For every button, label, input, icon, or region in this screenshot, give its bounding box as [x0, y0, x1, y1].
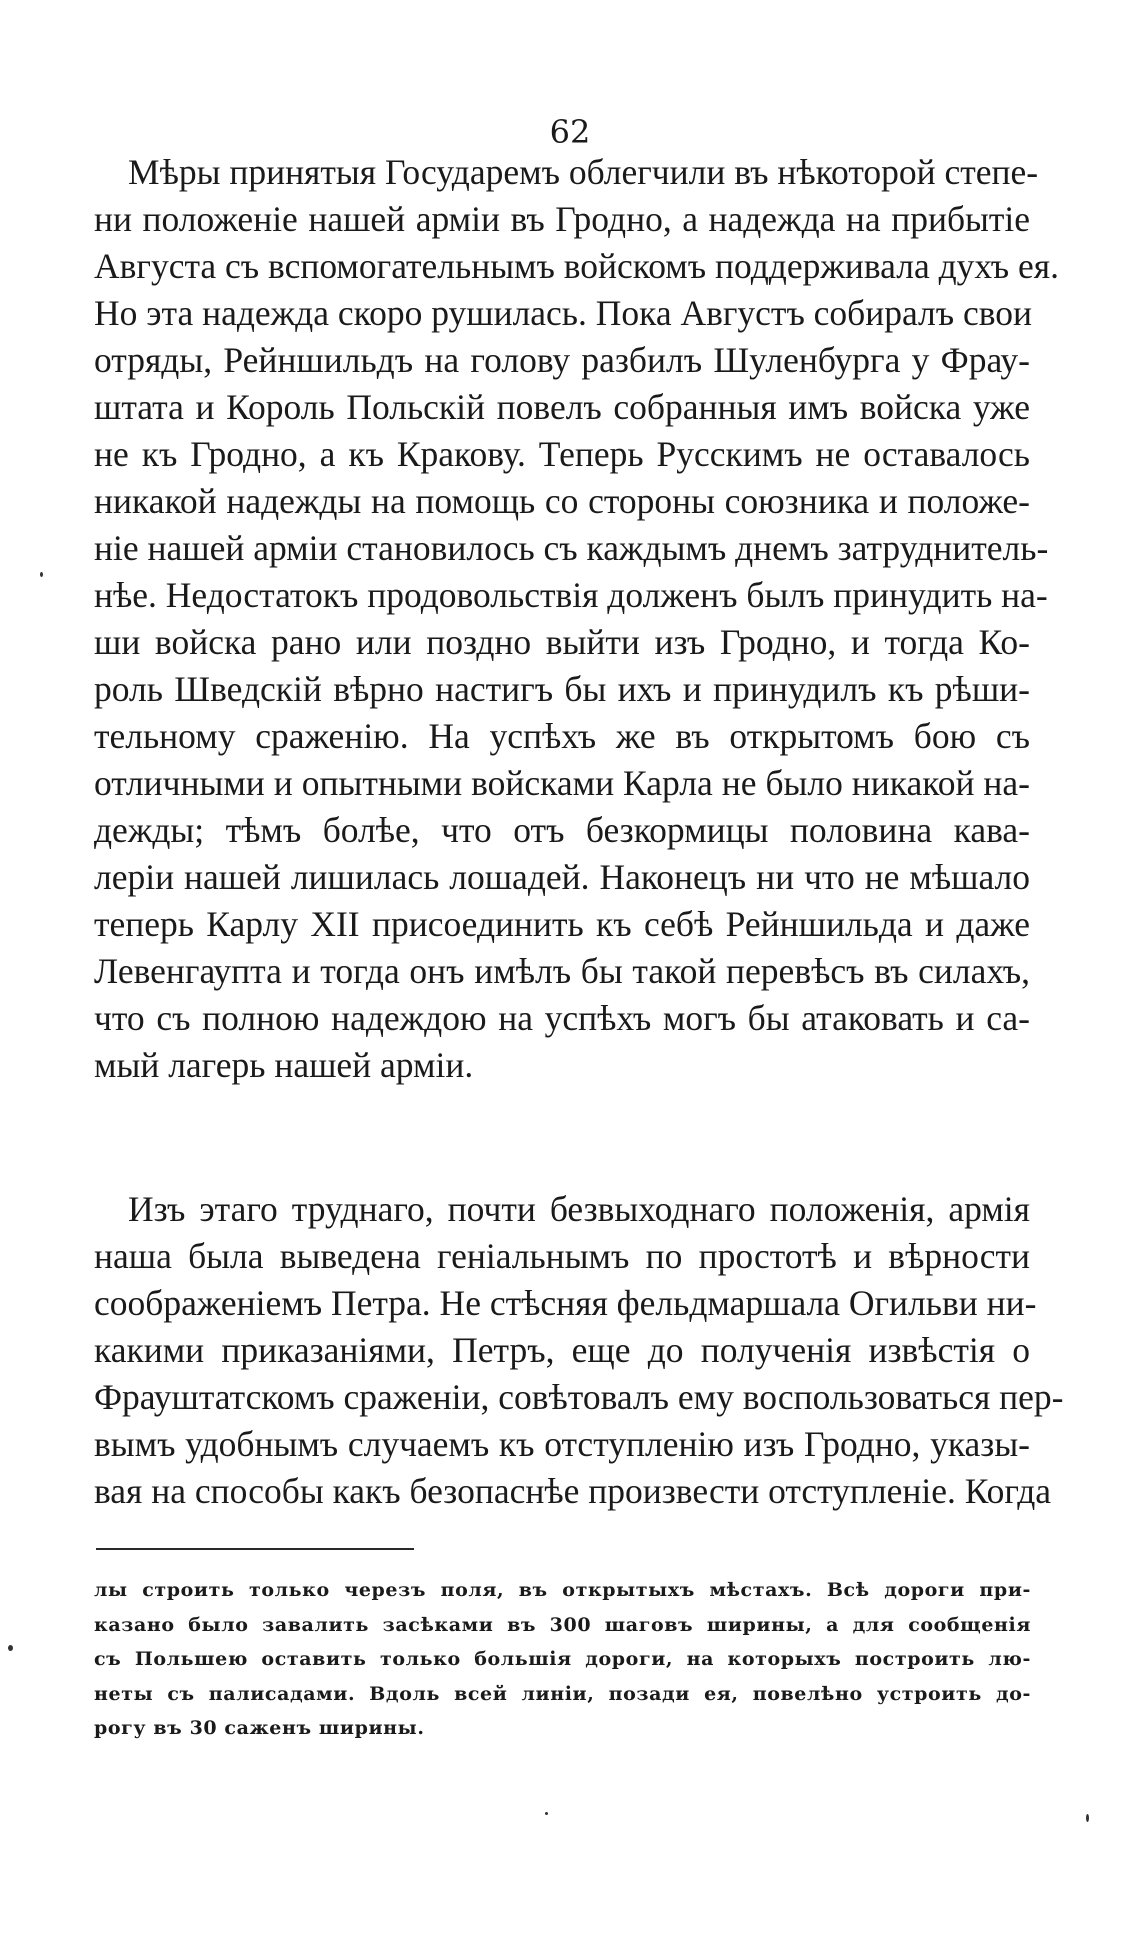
text-line: штата и Король Польскій повелъ собранныя имъ войска уже — [94, 387, 1030, 427]
scan-speck — [545, 1812, 548, 1815]
text-line: леріи нашей лишилась лошадей. Наконецъ ни что не мѣшало — [94, 857, 1030, 897]
text-line: нѣе. Недостатокъ продовольствія долженъ былъ принудить на- — [94, 575, 1048, 615]
scan-speck — [8, 1645, 13, 1651]
text-line: что съ полною надеждою на успѣхъ могъ бы атаковать и са- — [94, 998, 1030, 1038]
text-line: Фрауштатскомъ сраженіи, совѣтовалъ ему воспользоваться пер- — [94, 1377, 1064, 1417]
footnote — [94, 1573, 1031, 1746]
paragraph-1 — [94, 149, 1059, 1089]
text-line: вымъ удобнымъ случаемъ къ отступленію изъ Гродно, указы- — [94, 1424, 1030, 1464]
text-line: мый лагерь нашей арміи. — [94, 1045, 474, 1085]
text-line: ни положеніе нашей арміи въ Гродно, а надежда на прибытіе — [94, 199, 1030, 239]
text-line: отличными и опытными войсками Карла не было никакой на- — [94, 763, 1030, 803]
text-line: ши войска рано или поздно выйти изъ Гродно, и тогда Ко- — [94, 622, 1030, 662]
footnote-line: неты съ палисадами. Вдоль всей линіи, позади ея, повелѣно устроить до- — [94, 1682, 1031, 1705]
text-line: Но эта надежда скоро рушилась. Пока Августъ собиралъ свои — [94, 293, 1033, 333]
paragraph-2 — [94, 1186, 1064, 1515]
footnote-divider — [96, 1548, 414, 1550]
text-line: наша была выведена геніальнымъ по простотѣ и вѣрности — [94, 1236, 1030, 1276]
page-number: 62 — [549, 113, 591, 151]
footnote-line: съ Польшею оставить только большія дороги, на которыхъ построить лю- — [94, 1648, 1031, 1670]
text-line: роль Шведскій вѣрно настигъ бы ихъ и принудилъ къ рѣши- — [94, 669, 1030, 709]
text-line: теперь Карлу XII присоединить къ себѣ Рейншильда и даже — [94, 904, 1030, 944]
text-line: соображеніемъ Петра. Не стѣсняя фельдмаршала Огильви ни- — [94, 1283, 1037, 1323]
scan-speck — [1086, 1814, 1089, 1822]
text-line: Мѣры принятыя Государемъ облегчили въ нѣкоторой степе- — [128, 152, 1039, 192]
text-line: вая на способы какъ безопаснѣе произвести отступленіе. Когда — [94, 1471, 1052, 1511]
text-line: тельному сраженію. На успѣхъ же въ открытомъ бою съ — [94, 716, 1030, 756]
text-line: какими приказаніями, Петръ, еще до полученія извѣстія о — [94, 1330, 1030, 1370]
text-line: отряды, Рейншильдъ на голову разбилъ Шуленбурга у Фрау- — [94, 340, 1030, 380]
text-line: Августа съ вспомогательнымъ войскомъ поддерживала духъ ея. — [94, 246, 1059, 286]
scan-speck — [40, 572, 43, 577]
text-line: не къ Гродно, а къ Кракову. Теперь Русскимъ не оставалось — [94, 434, 1030, 474]
text-line: никакой надежды на помощь со стороны союзника и положе- — [94, 481, 1030, 521]
footnote-line: казано было завалить засѣками въ 300 шаговъ ширины, а для сообщенія — [94, 1613, 1031, 1636]
text-line: Левенгаупта и тогда онъ имѣлъ бы такой перевѣсъ въ силахъ, — [94, 951, 1030, 991]
text-line: ніе нашей арміи становилось съ каждымъ днемъ затруднитель- — [94, 528, 1049, 568]
footnote-line: лы строить только черезъ поля, въ открытыхъ мѣстахъ. Всѣ дороги при- — [94, 1579, 1031, 1601]
footnote-line: рогу въ 30 саженъ ширины. — [94, 1717, 425, 1739]
text-line: дежды; тѣмъ болѣе, что отъ безкормицы половина кава- — [94, 810, 1030, 850]
text-line: Изъ этаго труднаго, почти безвыходнаго положенія, армія — [128, 1189, 1030, 1229]
